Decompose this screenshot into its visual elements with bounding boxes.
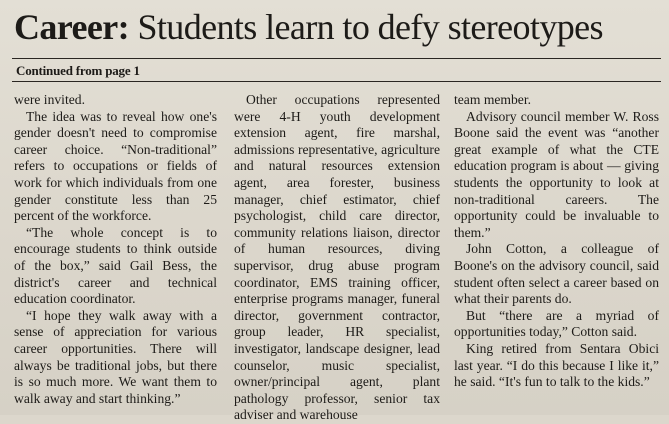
article-column-2: [234, 92, 440, 424]
paragraph: team member.: [454, 92, 532, 107]
paragraph: were invited.: [14, 92, 85, 107]
paragraph: John Cotton, a colleague of Boone's on the advisory council, said student often select a career based on what their parents do.: [454, 241, 659, 307]
paragraph: Other occupations represented were 4-H youth development extension agent, fire marshal, admissions representative, agriculture and natural resources extension agent, area forester, business manager, chief estimator, chief psychologist, child care director, community relations liaison, director of human resources, diving supervisor, drug abuse program coordinator, EMS training officer, enterprise programs manager, funeral director, government contractor, group leader, HR specialist, investigator, landscape designer, lead counselor, music specialist, owner/principal agent, plant pathology professor, senior tax adviser and warehouse: [234, 92, 440, 423]
headline-kicker: Career:: [14, 7, 130, 47]
paragraph: King retired from Sentara Obici last year. “I do this because I like it,” he said. “It's fun to talk to the kids.”: [454, 340, 659, 390]
paragraph: The idea was to reveal how one's gender doesn't need to compromise career choice. “Non-traditional” refers to occupations or fields of work for which individuals from one gender constitute less than 25 percent of the workforce.: [14, 108, 217, 224]
paragraph: “I hope they walk away with a sense of appreciation for various career opportunities. There will always be traditional jobs, but there is so much more. We want them to walk away and start thinking.”: [14, 307, 217, 406]
article-column-1: [14, 92, 217, 407]
paragraph: But “there are a myriad of opportunities today,” Cotton said.: [454, 307, 659, 340]
paragraph: “The whole concept is to encourage students to think outside of the box,” said Gail Bess, the district's career and technical education coordinator.: [14, 224, 217, 307]
paragraph: Advisory council member W. Ross Boone said the event was “another great example of what the CTE education program is about — giving students the opportunity to look at non-traditional careers. The opportunity could be invaluable to them.”: [454, 108, 659, 240]
continued-line: Continued from page 1: [16, 63, 140, 78]
headline: [14, 8, 659, 46]
section-rule: [12, 81, 661, 82]
article-column-3: [454, 92, 659, 391]
headline-rule: [12, 58, 661, 59]
headline-title: Students learn to defy stereotypes: [137, 7, 603, 47]
